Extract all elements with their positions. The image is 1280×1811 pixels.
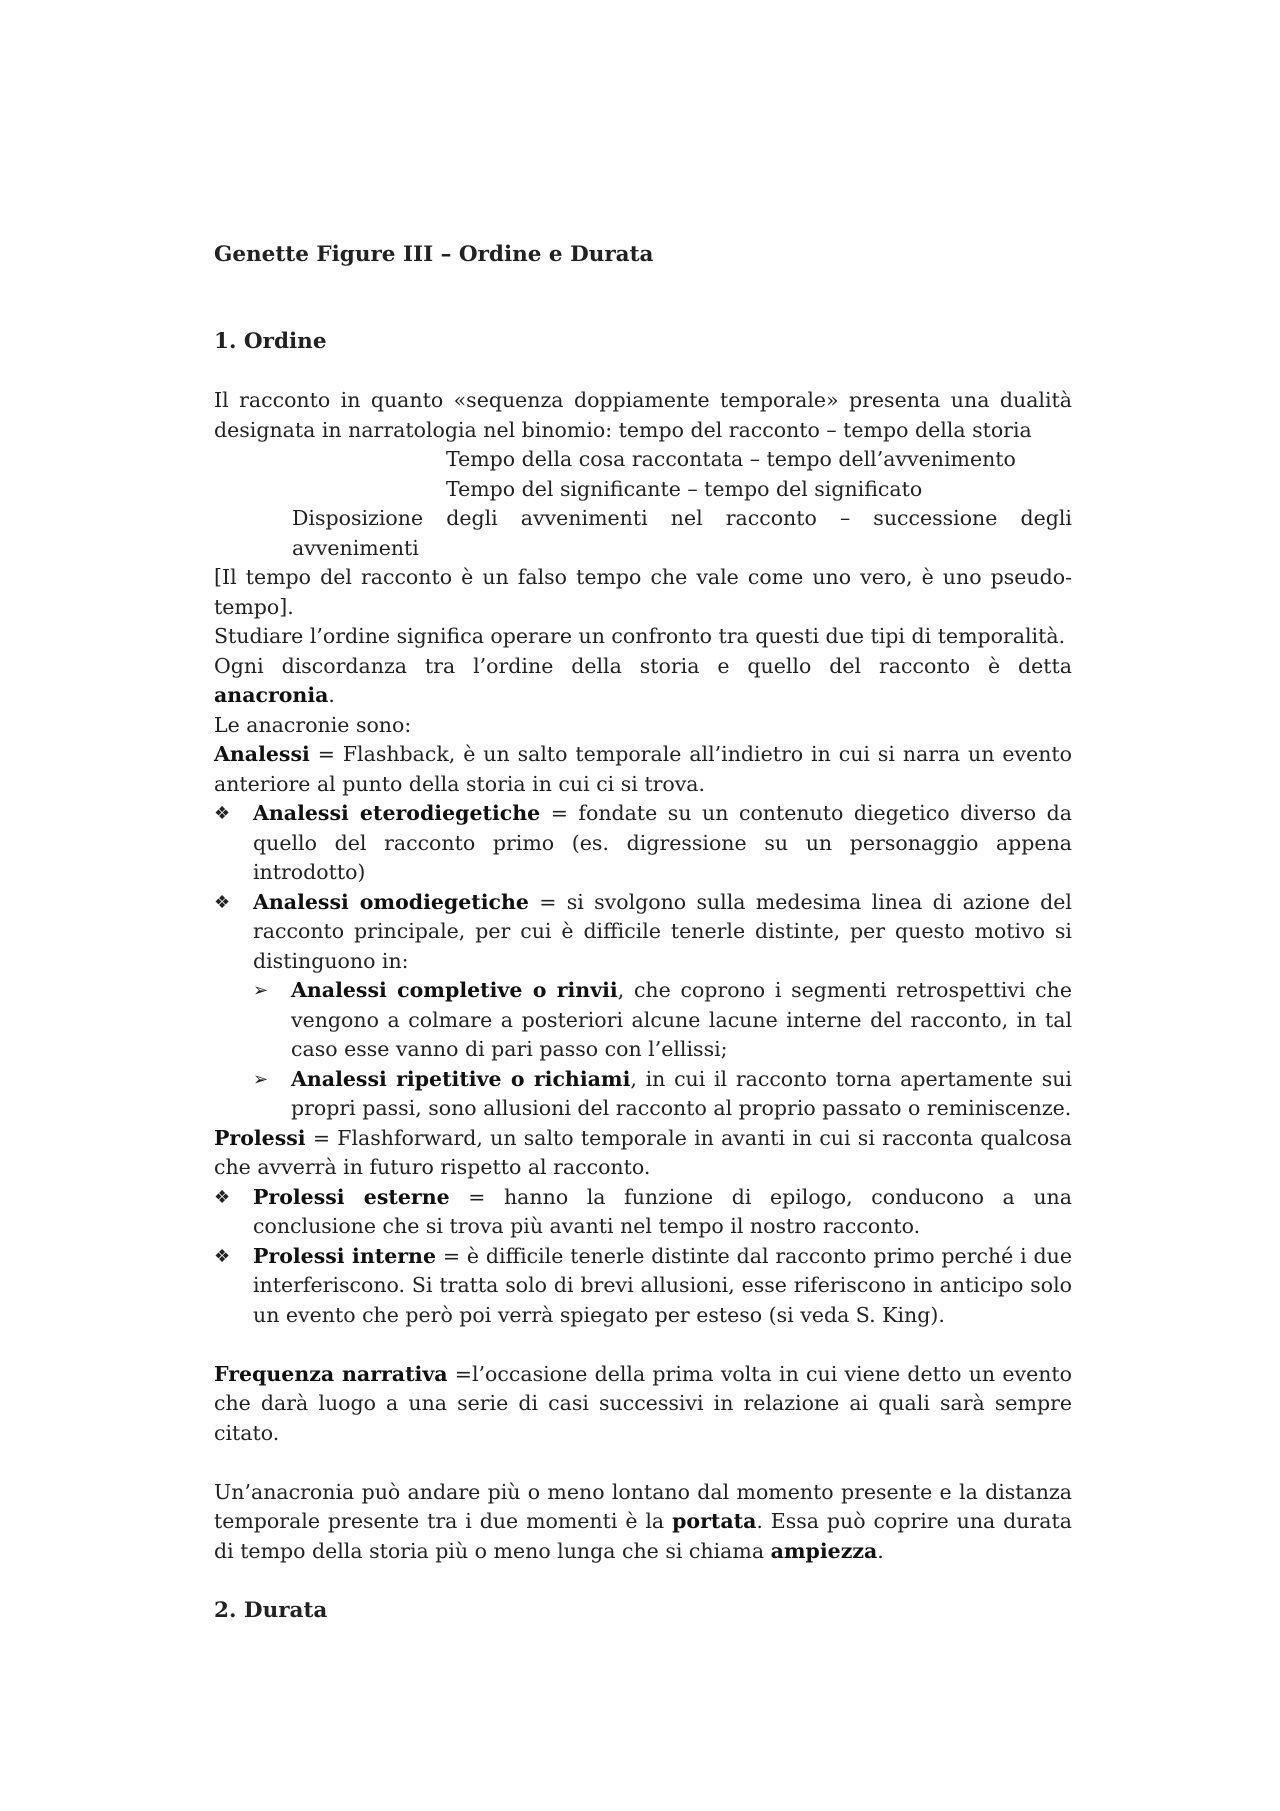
spacer [214,1448,1072,1478]
diamond-bullet-icon: ❖ [214,803,231,824]
list-item [253,976,1072,1065]
list-item [214,799,1072,888]
document-body [214,240,1072,1655]
diamond-bullet-icon: ❖ [214,891,231,913]
list-item-term: Prolessi esterne [253,1184,450,1209]
prolessi-definition [214,1124,1072,1183]
list-item-term: Analessi completive o rinvii [291,978,618,1002]
list-item-text [291,1065,1072,1124]
intro-line-significante: Tempo del significante – tempo del significato [446,476,923,501]
list-item [253,1065,1072,1124]
anacronia-term: anacronia [214,683,329,707]
portata-mid: . Essa può coprire una durata di tempo della storia più o meno lunga che si chiama [214,1509,1072,1563]
list-item-text [253,1183,1072,1242]
spacer [214,1566,1072,1596]
intro-line-cosa-raccontata: Tempo della cosa raccontata – tempo dell’avvenimento [446,447,1016,471]
list-item-def: = è difficile tenerle distinte dal racconto primo perché i due interferiscono. Si tratta solo di brevi allusioni, esse riferiscono in anticipo solo un evento che però poi verrà spiegato per esteso (si veda S. King). [253,1243,1072,1327]
intro-line-disposizione: Disposizione degli avvenimenti nel racconto – successione degli avvenimenti [292,506,1072,560]
analessi-term: Analessi [214,742,310,766]
anacronia-pre: Ogni discordanza tra l’ordine della storia e quello del racconto è detta [214,653,1072,678]
list-item-term: Analessi ripetitive o richiami [291,1066,631,1091]
spacer [214,1330,1072,1360]
portata-term: portata [672,1509,757,1533]
list-item-def: = hanno la funzione di epilogo, conducono a una conclusione che si trova più avanti nel tempo il nostro racconto. [253,1184,1072,1238]
list-item-term: Analessi eterodiegetiche [253,801,541,825]
list-item-def: , che coprono i segmenti retrospettivi che vengono a colmare a posteriori alcune lacune interne del racconto, in tal caso esse vanno di pari passo con l’ellissi; [291,978,1072,1061]
list-item-text [253,888,1072,977]
prolessi-term: Prolessi [214,1125,306,1150]
diamond-bullet-icon: ❖ [214,1186,231,1208]
list-item-text [253,799,1072,888]
ordine-definition: Studiare l’ordine significa operare un confronto tra questi due tipi di temporalità. [214,624,1066,648]
list-item-term: Analessi omodiegetiche [253,889,529,914]
frequenza-paragraph [214,1360,1072,1449]
section-heading-ordine: 1. Ordine [214,329,327,354]
list-item-term: Prolessi interne [253,1243,437,1268]
anacronia-definition [214,652,1072,711]
list-item [214,1183,1072,1242]
list-item-def: = fondate su un contenuto diegetico diverso da quello del racconto primo (es. digressione su un personaggio appena introdotto) [253,801,1073,884]
list-item-def: , in cui il racconto torna apertamente sui propri passi, sono allusioni del racconto al proprio passato o reminiscenze. [291,1066,1072,1120]
section-heading-durata: 2. Durata [214,1597,328,1623]
anacronia-post: . [328,683,335,707]
list-item [214,1242,1072,1331]
anacronie-intro: Le anacronie sono: [214,712,412,737]
diamond-bullet-icon: ❖ [214,1245,231,1267]
frequenza-def: =l’occasione della prima volta in cui viene detto un evento che darà luogo a una serie di casi successivi in relazione ai quali sarà sempre citato. [214,1361,1072,1445]
frequenza-term: Frequenza narrativa [214,1361,448,1386]
list-item-def: = si svolgono sulla medesima linea di azione del racconto principale, per cui è difficile tenerle distinte, per questo motivo si distinguono in: [253,889,1072,973]
arrow-bullet-icon: ➢ [253,980,269,1001]
ampiezza-term: ampiezza [770,1538,878,1563]
portata-pre: Un’anacronia può andare più o meno lontano dal momento presente e la distanza temporale presente tra i due momenti è la [214,1479,1072,1533]
analessi-definition [214,740,1072,799]
list-item [214,888,1072,977]
analessi-def: = Flashback, è un salto temporale all’indietro in cui si narra un evento anteriore al punto della storia in cui ci si trova. [214,742,1072,796]
prolessi-def: = Flashforward, un salto temporale in avanti in cui si racconta qualcosa che avverrà in futuro rispetto al racconto. [214,1125,1072,1179]
portata-paragraph [214,1478,1072,1567]
portata-post: . [877,1538,884,1563]
intro-paragraph: Il racconto in quanto «sequenza doppiamente temporale» presenta una dualità designata in narratologia nel binomio: tempo del racconto – tempo della storia [214,388,1072,442]
list-item-text [253,1242,1072,1331]
document-title: Genette Figure III – Ordine e Durata [214,242,654,267]
arrow-bullet-icon: ➢ [253,1068,269,1090]
list-item-text [291,976,1072,1065]
pseudo-tempo-note: [Il tempo del racconto è un falso tempo che vale come uno vero, è uno pseudo-tempo]. [214,565,1072,619]
